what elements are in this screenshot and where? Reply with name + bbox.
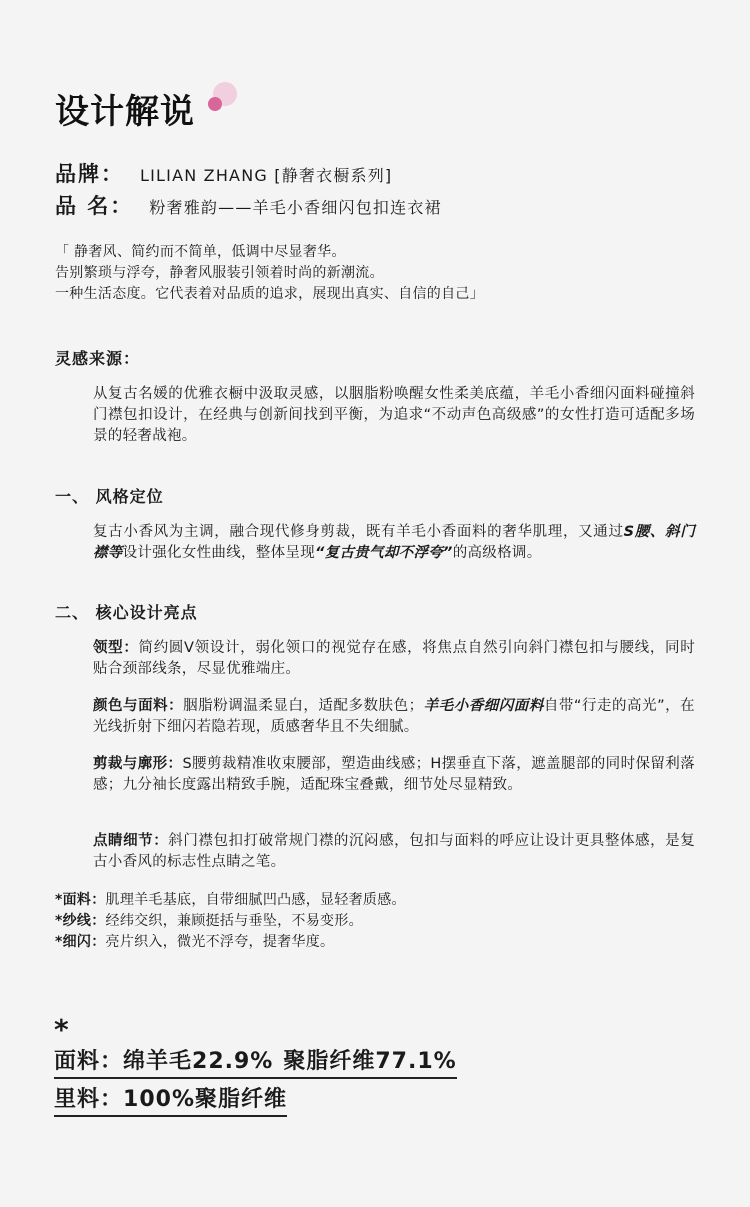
detail-text: 斜门襟包扣打破常规门襟的沉闷感，包扣与面料的呼应让设计更具整体感，是复古小香风的标志性点睛之笔。 <box>93 833 696 870</box>
note-label: *细闪： <box>55 934 106 950</box>
brand-value: LILIAN ZHANG [静奢衣橱系列] <box>140 166 393 185</box>
style-heading: 一、 风格定位 <box>55 487 164 506</box>
asterisk-icon: * <box>54 1013 69 1046</box>
product-value: 粉奢雅韵——羊毛小香细闪包扣连衣裙 <box>149 198 442 217</box>
style-emph-b: “复古贵气却不浮夸” <box>315 545 453 561</box>
note-text: 亮片织入，微光不浮夸，提奢华度。 <box>105 934 335 950</box>
outer-fabric-label: 面料： <box>54 1049 124 1074</box>
inspiration-text: 从复古名媛的优雅衣橱中汲取灵感，以胭脂粉唤醒女性柔美底蕴，羊毛小香细闪面料碰撞斜门襟包扣设计，在经典与创新间找到平衡，为追求“不动声色高级感”的女性打造可适配多场景的轻奢战袍。 <box>93 386 695 444</box>
product-label: 品 名： <box>55 194 134 218</box>
style-text-b: 设计强化女性曲线，整体呈现 <box>122 545 316 561</box>
note-label: *纱线： <box>55 913 106 929</box>
note-item <box>55 890 406 911</box>
product-line <box>55 190 442 220</box>
color-label: 颜色与面料： <box>93 698 184 714</box>
highlight-cut <box>55 754 695 796</box>
highlight-detail <box>55 831 695 873</box>
brand-line <box>55 158 392 188</box>
quote-line: 告别繁琐与浮夸，静奢风服装引领着时尚的新潮流。 <box>55 265 384 281</box>
lining-label: 里料： <box>54 1087 124 1112</box>
cut-label: 剪裁与廓形： <box>93 756 183 772</box>
quote-block <box>55 242 484 305</box>
highlight-color <box>55 696 695 738</box>
style-emph-a: S腰、斜门襟等 <box>93 524 695 561</box>
note-text: 肌理羊毛基底，自带细腻凹凸感，显轻奢质感。 <box>105 892 406 908</box>
brand-label: 品牌： <box>55 162 124 186</box>
lining-value: 100%聚脂纤维 <box>123 1087 287 1112</box>
collar-text: 简约圆V领设计，弱化领口的视觉存在感，将焦点自然引向斜门襟包扣与腰线，同时贴合颈部线条，尽显优雅端庄。 <box>93 640 696 677</box>
decorative-dot-dark <box>208 97 222 111</box>
style-text-c: 的高级格调。 <box>452 545 542 561</box>
note-item <box>55 932 406 953</box>
outer-fabric-polyester: 聚脂纤维77.1% <box>283 1049 457 1074</box>
detail-label: 点睛细节： <box>93 833 169 849</box>
highlight-collar <box>55 638 695 680</box>
outer-fabric-composition <box>54 1044 457 1079</box>
note-text: 经纬交织，兼顾挺括与垂坠，不易变形。 <box>105 913 363 929</box>
outer-fabric-wool: 绵羊毛22.9% <box>123 1049 274 1074</box>
note-item <box>55 911 406 932</box>
color-text-a: 胭脂粉调温柔显白，适配多数肤色； <box>183 698 424 714</box>
fabric-notes <box>55 890 406 953</box>
collar-label: 领型： <box>93 640 139 656</box>
highlights-heading: 二、 核心设计亮点 <box>55 603 198 622</box>
style-text <box>55 522 695 564</box>
quote-line: 一种生活态度。它代表着对品质的追求，展现出真实、自信的自己」 <box>55 286 484 302</box>
style-text-a: 复古小香风为主调，融合现代修身剪裁，既有羊毛小香面料的奢华肌理，又通过 <box>93 524 624 540</box>
page-title: 设计解说 <box>55 92 195 132</box>
color-text-b: 自带“行走的高光”，在光线折射下细闪若隐若现，质感奢华且不失细腻。 <box>93 698 695 735</box>
quote-line: 「 静奢风、简约而不简单，低调中尽显奢华。 <box>55 244 346 260</box>
note-label: *面料： <box>55 892 106 908</box>
color-emph: 羊毛小香细闪面料 <box>423 698 544 714</box>
inspiration-heading: 灵感来源： <box>55 349 141 368</box>
cut-text: S腰剪裁精准收束腰部，塑造曲线感；H摆垂直下落，遮盖腿部的同时保留利落感；九分袖长度露出精致手腕，适配珠宝叠戴，细节处尽显精致。 <box>93 756 695 793</box>
lining-composition <box>54 1082 287 1117</box>
